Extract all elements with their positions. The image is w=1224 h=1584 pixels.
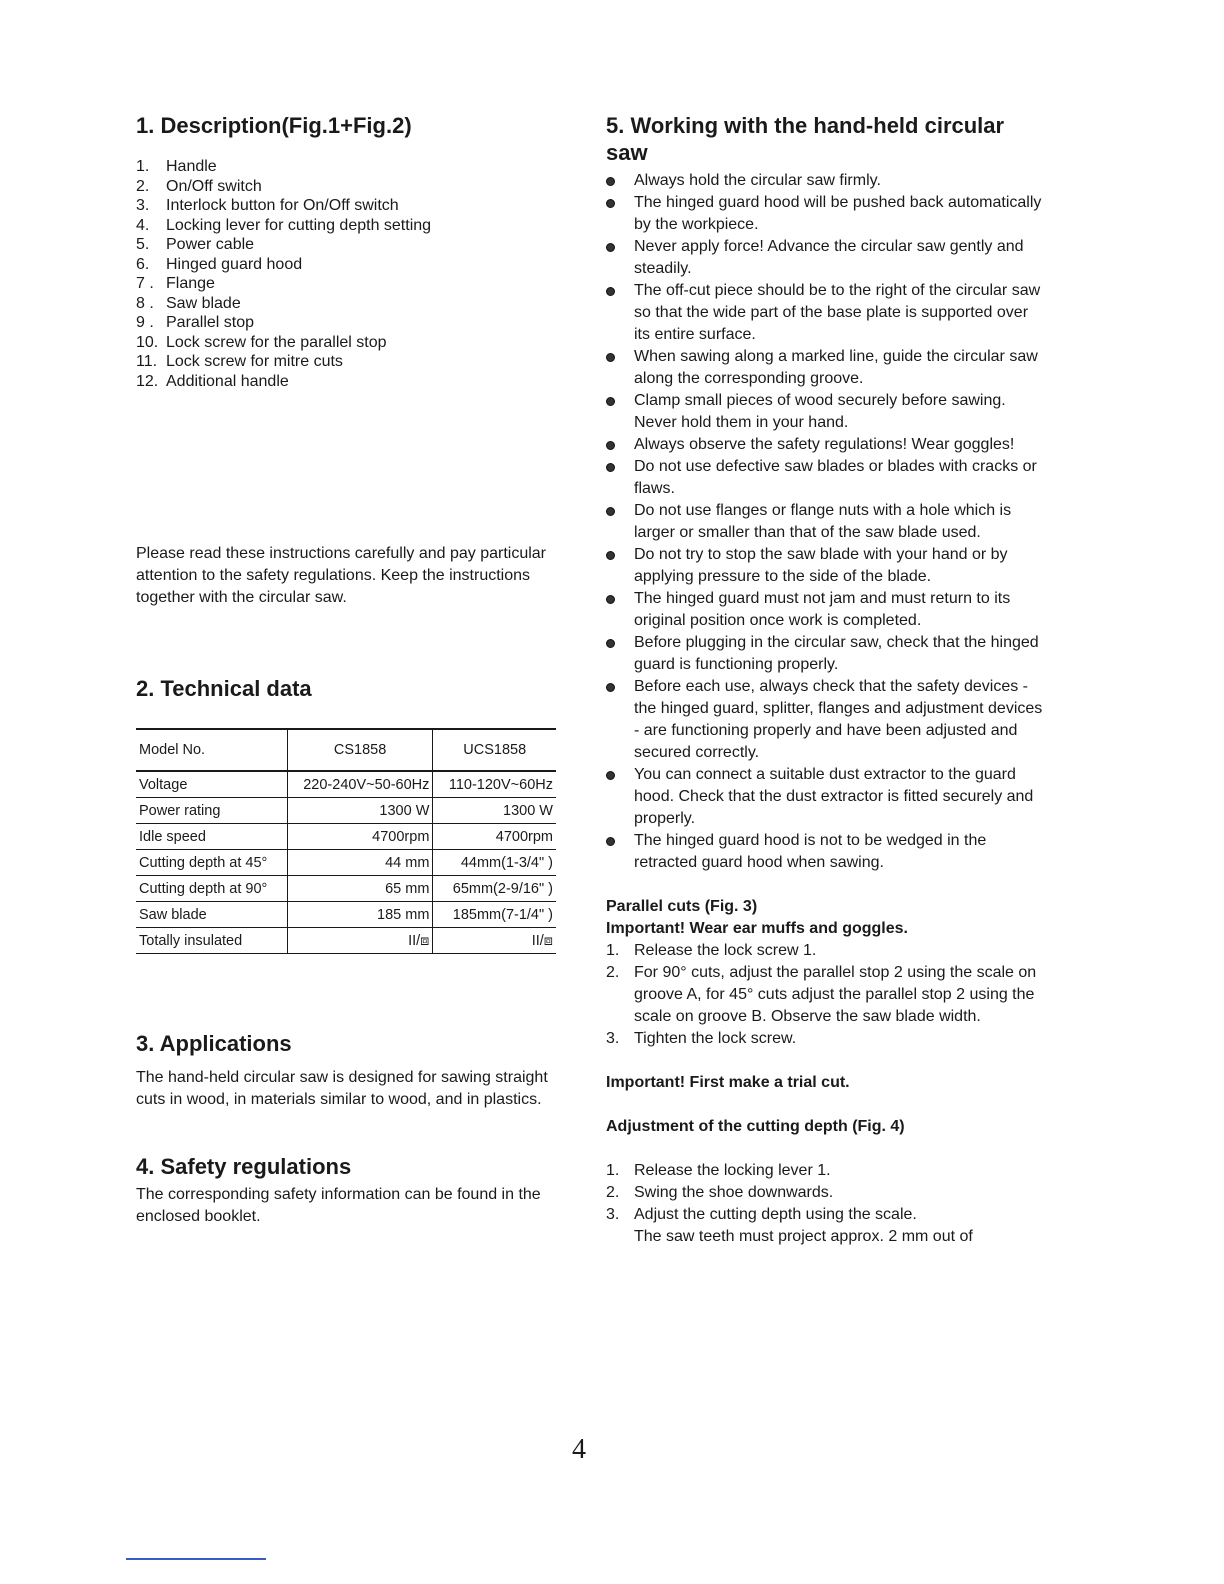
bullet-item <box>606 434 1046 456</box>
bullet-icon <box>606 632 634 676</box>
bullet-item <box>606 676 1046 764</box>
section-technical-data-title: 2. Technical data <box>136 676 312 701</box>
parts-list-item <box>136 372 566 392</box>
bullet-item <box>606 588 1046 632</box>
parts-list-number: 1. <box>136 158 150 175</box>
bullet-text: Clamp small pieces of wood securely before sawing. Never hold them in your hand. <box>634 392 1006 431</box>
table-row <box>136 798 556 824</box>
bullet-icon <box>606 764 634 830</box>
parts-list-item <box>136 313 566 333</box>
table-header-cell: UCS1858 <box>433 729 556 771</box>
step-item <box>606 1028 1046 1050</box>
trial-cut-warning: Important! First make a trial cut. <box>606 1074 850 1091</box>
parts-list-label: Hinged guard hood <box>166 255 303 273</box>
bullet-icon <box>606 346 634 390</box>
table-cell: II/⧈ <box>433 928 556 954</box>
table-cell: II/⧈ <box>287 928 433 954</box>
bullet-icon <box>606 170 634 192</box>
table-row <box>136 771 556 798</box>
table-header-cell: CS1858 <box>287 729 433 771</box>
parts-list-item <box>136 235 566 255</box>
table-cell: 65 mm <box>287 876 433 902</box>
parts-list-item <box>136 177 566 197</box>
bullet-text: Do not try to stop the saw blade with your hand or by applying pressure to the side of the blade. <box>634 546 1008 585</box>
bullet-text: When sawing along a marked line, guide the circular saw along the corresponding groove. <box>634 348 1038 387</box>
technical-data-table <box>136 728 556 954</box>
parts-list-number: 11. <box>136 353 158 370</box>
instructions-note: Please read these instructions carefully and pay particular attention to the safety regulations. Keep the instructions together with the circular saw. <box>136 545 546 606</box>
parts-list-number: 5. <box>136 236 150 253</box>
bullet-text: The off-cut piece should be to the right of the circular saw so that the wide part of the base plate is supported over its entire surface. <box>634 282 1041 343</box>
parts-list-item <box>136 294 566 314</box>
parts-list-label: Lock screw for the parallel stop <box>166 333 387 351</box>
table-cell: 65mm(2-9/16" ) <box>433 876 556 902</box>
parts-list-item <box>136 157 566 177</box>
step-item <box>606 1160 1046 1182</box>
table-row <box>136 902 556 928</box>
section-description-title: 1. Description(Fig.1+Fig.2) <box>136 113 412 138</box>
bullet-icon <box>606 588 634 632</box>
parts-list-number: 10. <box>136 333 159 351</box>
bullet-icon <box>606 390 634 434</box>
parts-list-number: 3. <box>136 197 150 214</box>
bullet-text: Do not use flanges or flange nuts with a hole which is larger or smaller than that of the saw blade used. <box>634 502 1012 541</box>
table-header-row <box>136 729 556 771</box>
table-cell: 44 mm <box>287 850 433 876</box>
parts-list-item <box>136 352 566 372</box>
step-text: Release the locking lever 1. <box>634 1162 831 1179</box>
step-number: 2. <box>606 964 620 981</box>
parts-list-label: Saw blade <box>166 294 241 312</box>
bullet-icon <box>606 434 634 456</box>
step-text: Release the lock screw 1. <box>634 942 817 959</box>
parts-list-label: Locking lever for cutting depth setting <box>166 216 432 234</box>
bullet-item <box>606 500 1046 544</box>
parts-list-item <box>136 333 566 353</box>
bullet-text: The hinged guard must not jam and must return to its original position once work is completed. <box>634 590 1011 629</box>
step-item <box>606 1182 1046 1204</box>
parts-list-label: Parallel stop <box>166 314 255 331</box>
parts-list-item <box>136 196 566 216</box>
parts-list-label: Flange <box>166 275 215 292</box>
table-row <box>136 928 556 954</box>
step-text: Adjust the cutting depth using the scale. <box>634 1206 917 1223</box>
parts-list-label: Power cable <box>166 236 255 253</box>
bullet-item <box>606 456 1046 500</box>
step-text: Swing the shoe downwards. <box>634 1184 834 1201</box>
parts-list-number: 7 . <box>136 275 154 292</box>
section-working-title: 5. Working with the hand-held circular saw <box>606 113 1005 165</box>
parts-list-number: 6. <box>136 255 150 273</box>
parts-list-label: Handle <box>166 158 217 175</box>
table-header-cell: Model No. <box>136 729 287 771</box>
working-bullet-list <box>606 170 1046 874</box>
parts-list-number: 4. <box>136 216 150 234</box>
section-safety-title: 4. Safety regulations <box>136 1154 352 1179</box>
table-cell: 1300 W <box>287 798 433 824</box>
table-cell: 220-240V~50-60Hz <box>287 771 433 798</box>
parts-list-label: Interlock button for On/Off switch <box>166 197 399 214</box>
parts-list <box>136 157 566 391</box>
parts-list-item <box>136 274 566 294</box>
table-row <box>136 824 556 850</box>
bullet-icon <box>606 830 634 874</box>
bullet-item <box>606 830 1046 874</box>
applications-text: The hand-held circular saw is designed for sawing straight cuts in wood, in materials similar to wood, and in plastics. <box>136 1069 548 1108</box>
table-cell: Totally insulated <box>136 928 287 954</box>
bullet-item <box>606 632 1046 676</box>
bullet-icon <box>606 500 634 544</box>
step-text: For 90° cuts, adjust the parallel stop 2 using the scale on groove A, for 45° cuts adjust the parallel stop 2 using the scale on groove B. Observe the saw blade width. <box>634 964 1037 1025</box>
table-cell: 4700rpm <box>433 824 556 850</box>
bullet-item <box>606 280 1046 346</box>
bullet-text: The hinged guard hood will be pushed back automatically by the workpiece. <box>634 194 1042 233</box>
left-column <box>136 112 566 1228</box>
bullet-item <box>606 236 1046 280</box>
step-item <box>606 962 1046 1028</box>
bullet-item <box>606 544 1046 588</box>
bullet-text: You can connect a suitable dust extractor to the guard hood. Check that the dust extractor is fitted securely and properly. <box>634 766 1034 827</box>
bullet-icon <box>606 456 634 500</box>
bullet-item <box>606 764 1046 830</box>
parallel-cuts-warning: Important! Wear ear muffs and goggles. <box>606 920 908 937</box>
bullet-text: Always hold the circular saw firmly. <box>634 172 881 189</box>
table-cell: 185 mm <box>287 902 433 928</box>
table-cell: Saw blade <box>136 902 287 928</box>
parts-list-item <box>136 216 566 236</box>
bullet-text: Do not use defective saw blades or blades with cracks or flaws. <box>634 458 1037 497</box>
parts-list-item <box>136 255 566 275</box>
table-row <box>136 876 556 902</box>
bullet-text: Always observe the safety regulations! Wear goggles! <box>634 436 1015 453</box>
step-number: 2. <box>606 1184 620 1201</box>
bullet-text: Before each use, always check that the safety devices - the hinged guard, splitter, flanges and adjustment devices - are functioning properly and have been adjusted and secured correctly. <box>634 678 1043 761</box>
safety-text: The corresponding safety information can be found in the enclosed booklet. <box>136 1186 541 1225</box>
bullet-item <box>606 170 1046 192</box>
step-number: 1. <box>606 1162 620 1179</box>
step-number: 3. <box>606 1206 620 1223</box>
parts-list-number: 2. <box>136 177 150 195</box>
parallel-cuts-steps <box>606 940 1046 1050</box>
table-cell: 4700rpm <box>287 824 433 850</box>
parts-list-number: 12. <box>136 372 159 390</box>
table-cell: 1300 W <box>433 798 556 824</box>
footer-rule <box>126 1558 266 1560</box>
step-number: 3. <box>606 1030 620 1047</box>
bullet-icon <box>606 192 634 236</box>
table-cell: Idle speed <box>136 824 287 850</box>
table-cell: 185mm(7-1/4" ) <box>433 902 556 928</box>
bullet-text: Never apply force! Advance the circular saw gently and steadily. <box>634 238 1024 277</box>
bullet-icon <box>606 280 634 346</box>
step-item <box>606 1204 1046 1226</box>
bullet-item <box>606 346 1046 390</box>
parts-list-label: Additional handle <box>166 372 289 390</box>
step-text: Tighten the lock screw. <box>634 1030 797 1047</box>
step-item <box>606 940 1046 962</box>
bullet-icon <box>606 676 634 764</box>
parts-list-number: 8 . <box>136 294 154 312</box>
table-cell: 44mm(1-3/4" ) <box>433 850 556 876</box>
cutting-depth-steps <box>606 1160 1046 1226</box>
bullet-item <box>606 192 1046 236</box>
bullet-text: Before plugging in the circular saw, check that the hinged guard is functioning properly. <box>634 634 1039 673</box>
bullet-icon <box>606 544 634 588</box>
bullet-icon <box>606 236 634 280</box>
parallel-cuts-heading: Parallel cuts (Fig. 3) <box>606 898 758 915</box>
right-column <box>606 112 1046 1248</box>
parts-list-label: Lock screw for mitre cuts <box>166 353 343 370</box>
parts-list-number: 9 . <box>136 314 154 331</box>
parts-list-label: On/Off switch <box>166 177 262 195</box>
table-row <box>136 850 556 876</box>
page-number: 4 <box>572 1434 586 1465</box>
table-cell: Cutting depth at 45° <box>136 850 287 876</box>
step-number: 1. <box>606 942 620 959</box>
table-cell: Voltage <box>136 771 287 798</box>
table-cell: 110-120V~60Hz <box>433 771 556 798</box>
bullet-text: The hinged guard hood is not to be wedged in the retracted guard hood when sawing. <box>634 832 987 871</box>
bullet-item <box>606 390 1046 434</box>
cutting-depth-continuation: The saw teeth must project approx. 2 mm out of <box>634 1228 973 1245</box>
cutting-depth-heading: Adjustment of the cutting depth (Fig. 4) <box>606 1118 905 1135</box>
table-cell: Cutting depth at 90° <box>136 876 287 902</box>
section-applications-title: 3. Applications <box>136 1031 292 1056</box>
table-cell: Power rating <box>136 798 287 824</box>
